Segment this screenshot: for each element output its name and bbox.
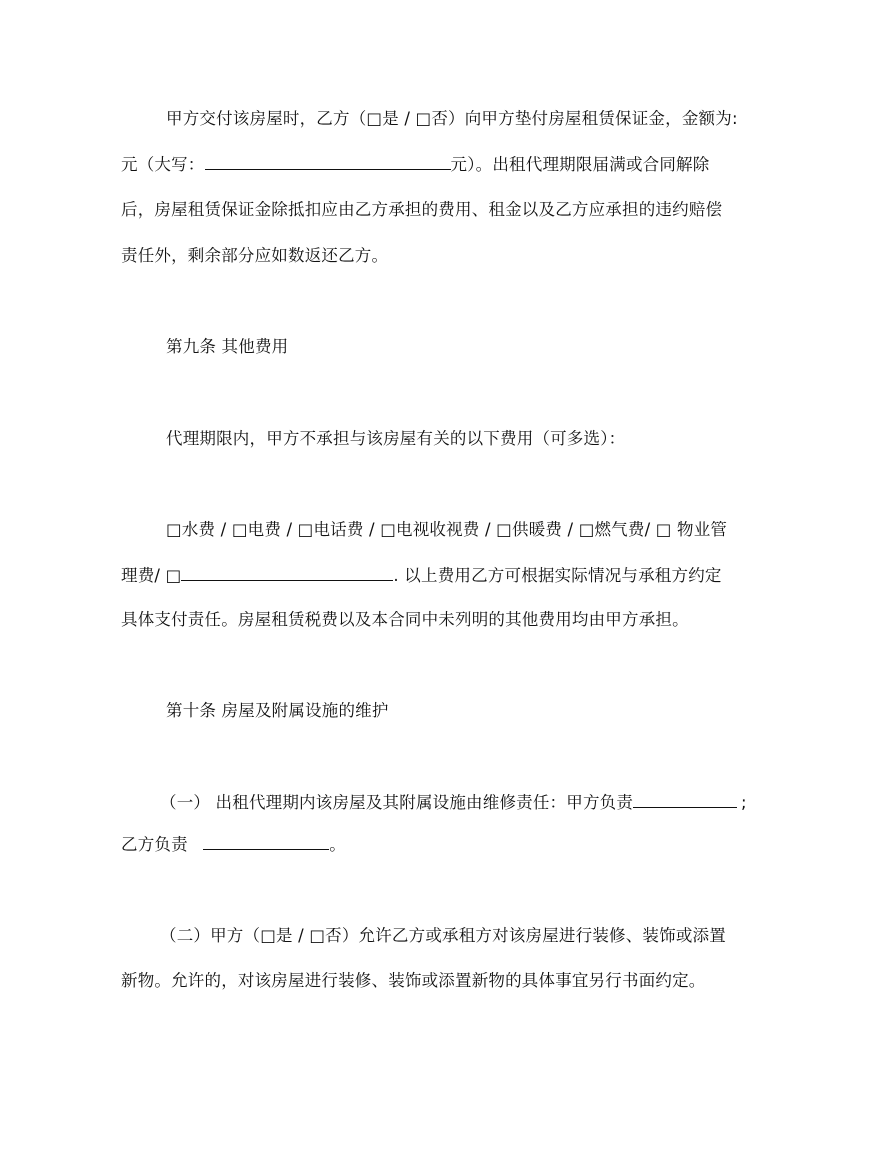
fee-options-text-2-end: . 以上费用乙方可根据实际情况与承租方约定	[393, 566, 722, 585]
fee-options-text-3: 具体支付责任。房屋租赁税费以及本合同中未列明的其他费用均由甲方承担。	[121, 610, 689, 629]
article-10-item-1	[160, 791, 747, 814]
article-10-item-2	[160, 925, 726, 947]
deposit-line-4	[121, 245, 388, 267]
item-1-line-2-start: 乙方负责	[121, 835, 194, 854]
article-9-options-line-3	[121, 609, 689, 631]
deposit-line-3	[121, 199, 722, 221]
article-9-heading-text: 第九条 其他费用	[166, 337, 289, 356]
article-9-options-line-2	[121, 564, 722, 587]
article-9-heading	[166, 336, 288, 358]
fee-options-text: □水费 / □电费 / □电话费 / □电视收视费 / □供暖费 / □燃气费/ □ 物业管	[166, 520, 728, 539]
item-1-line-2-end: 。	[329, 835, 346, 854]
deposit-text-2-end: 元）。出租代理期限届满或合同解除	[450, 155, 710, 174]
article-9-intro-text: 代理期限内，甲方不承担与该房屋有关的以下费用（可多选）：	[166, 429, 626, 448]
deposit-text-1: 甲方交付该房屋时，乙方（□是 / □否）向甲方垫付房屋租赁保证金，金额为	[166, 109, 732, 128]
item-1-end: ;	[741, 793, 747, 812]
item-1-text: （一） 出租代理期内该房屋及其附属设施由维修责任：甲方负责	[160, 793, 634, 812]
article-10-heading	[166, 700, 389, 722]
deposit-text-3: 后，房屋租赁保证金除抵扣应由乙方承担的费用、租金以及乙方应承担的违约赔偿	[121, 200, 723, 219]
deposit-text-2-start: 元（大写：	[121, 155, 205, 174]
deposit-text-1-end: :	[731, 109, 738, 128]
deposit-line-2	[121, 153, 709, 176]
article-9-options-line	[166, 519, 727, 541]
article-10-item-1-line-2	[121, 833, 346, 856]
item-2-text-2: 新物。允许的，对该房屋进行装修、装饰或添置新物的具体事宜另行书面约定。	[121, 971, 706, 990]
party-b-maintenance-blank[interactable]	[203, 833, 329, 850]
item-2-text-1: （二）甲方（□是 / □否）允许乙方或承租方对该房屋进行装修、装饰或添置	[160, 926, 726, 945]
party-a-maintenance-blank[interactable]	[633, 791, 737, 808]
fee-options-text-2-start: 理费/ □	[121, 566, 182, 585]
article-10-heading-text: 第十条 房屋及附属设施的维护	[166, 701, 389, 720]
other-fee-blank[interactable]	[181, 564, 393, 581]
amount-in-words-blank[interactable]	[205, 153, 451, 170]
deposit-line-1	[166, 108, 738, 130]
article-10-item-2-line-2	[121, 970, 706, 992]
deposit-text-4: 责任外，剩余部分应如数返还乙方。	[121, 246, 389, 265]
article-9-intro	[166, 428, 625, 450]
